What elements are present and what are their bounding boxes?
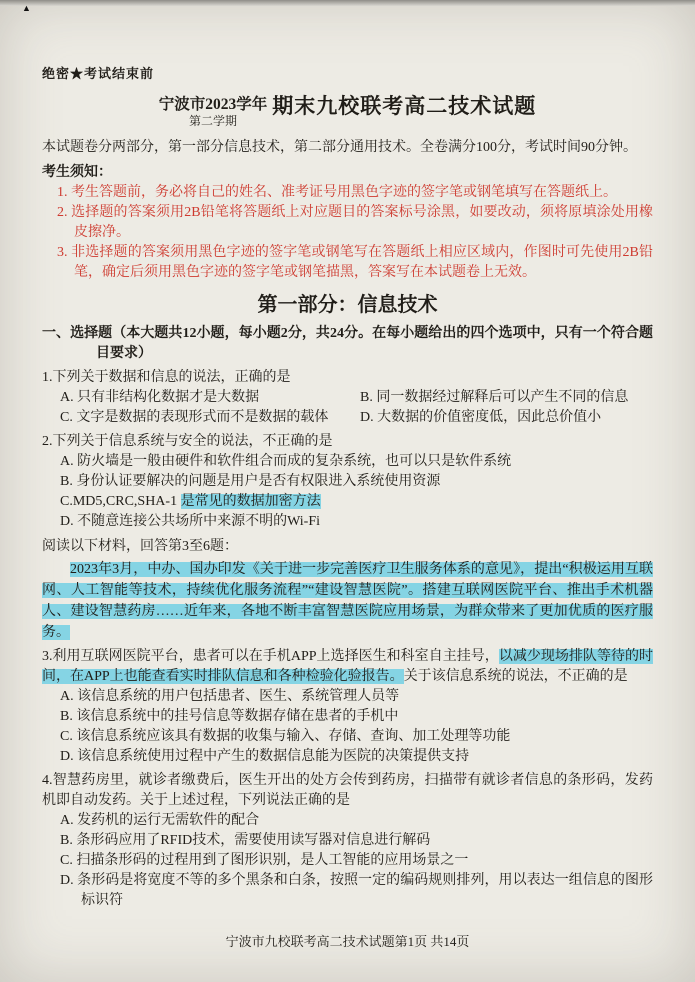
security-label: 绝密★考试结束前 (42, 66, 155, 81)
notice-item-2: 2. 选择题的答案须用2B铅笔将答题纸上对应题目的答案标号涂黑，如要改动，须将原填涂处用橡皮擦净。 (57, 205, 653, 240)
candidate-notice (42, 163, 653, 283)
question-2-option-c (60, 492, 653, 512)
question-3-option-c: C. 该信息系统应该具有数据的收集与输入、存储、查询、加工处理等功能 (60, 729, 511, 744)
question-2-option-a: A. 防火墙是一般由硬件和软件组合而成的复杂系统，也可以只是软件系统 (60, 454, 512, 469)
exam-term (159, 93, 268, 129)
question-1-option-c: C. 文字是数据的表现形式而不是数据的载体 (60, 410, 329, 425)
question-1-option-d: D. 大数据的价值密度低，因此总价值小 (360, 410, 602, 425)
question-1 (42, 368, 653, 428)
scan-edge-shadow (0, 0, 695, 6)
page-footer: 宁波市九校联考高二技术试题第1页 共14页 (225, 934, 470, 949)
question-1-option-a: A. 只有非结构化数据才是大数据 (60, 390, 260, 405)
question-4 (42, 771, 653, 911)
question-2-option-b: B. 身份认证要解决的问题是用户是否有权限进入系统使用资源 (60, 474, 441, 489)
question-3 (42, 647, 653, 767)
exam-title-block (42, 93, 653, 129)
exam-term-semester: 第二学期 (188, 114, 237, 128)
question-2-option-c-highlight: 是常见的数据加密方法 (180, 494, 321, 509)
question-3-stem-part2: 关于该信息系统的说法，不正确的是 (403, 669, 628, 684)
scan-artifact-mark: ▲ (22, 3, 31, 13)
exam-intro: 本试题卷分两部分，第一部分信息技术，第二部分通用技术。全卷满分100分，考试时间90分钟。 (42, 140, 637, 155)
question-2-option-d: D. 不随意连接公共场所中来源不明的Wi-Fi (60, 514, 320, 529)
question-4-stem: 4.智慧药房里，就诊者缴费后，医生开出的处方会传到药房，扫描带有就诊者信息的条形码，发药机即自动发药。关于上述过程，下列说法正确的是 (42, 773, 653, 808)
exam-title-main: 期末九校联考高二技术试题 (272, 94, 537, 118)
question-1-option-b: B. 同一数据经过解释后可以产生不同的信息 (360, 390, 629, 405)
notice-item-1: 1. 考生答题前，务必将自己的姓名、准考证号用黑色字迹的签字笔或钢笔填写在答题纸上。 (57, 185, 617, 200)
question-4-option-a: A. 发药机的运行无需软件的配合 (60, 813, 260, 828)
notice-item-3: 3. 非选择题的答案须用黑色字迹的签字笔或钢笔写在答题纸上相应区域内，作图时可先使用2B铅笔，确定后须用黑色字迹的签字笔或钢笔描黑，答案写在本试题卷上无效。 (57, 245, 653, 280)
part1-title: 第一部分：信息技术 (257, 294, 438, 316)
question-2 (42, 432, 653, 532)
section1-intro: 一、选择题（本大题共12小题，每小题2分，共24分。在每小题给出的四个选项中，只有一个符合题目要求） (42, 326, 653, 361)
question-1-stem: 1.下列关于数据和信息的说法，正确的是 (42, 370, 291, 385)
question-3-option-b: B. 该信息系统中的挂号信息等数据存储在患者的手机中 (60, 709, 399, 724)
question-4-option-b: B. 条形码应用了RFID技术，需要使用读写器对信息进行解码 (60, 833, 431, 848)
question-4-option-c: C. 扫描条形码的过程用到了图形识别，是人工智能的应用场景之一 (60, 853, 469, 868)
question-2-stem: 2.下列关于信息系统与安全的说法，不正确的是 (42, 434, 333, 449)
question-1-options (60, 388, 653, 428)
question-3-stem-highlight: 以减少现场排队等待的时间，在APP上也能查看实时排队信息和各种检验化验报告。 (42, 649, 654, 684)
question-4-option-d: D. 条形码是将宽度不等的多个黑条和白条，按照一定的编码规则排列，用以表达一组信息的图形标识符 (60, 873, 653, 908)
question-3-stem-part1: 3.利用互联网医院平台，患者可以在手机APP上选择医生和科室自主挂号， (42, 649, 499, 664)
material-highlighted-text: 2023年3月，中办、国办印发《关于进一步完善医疗卫生服务体系的意见》，提出“积极运用互联网、人工智能等技术，持续优化服务流程”“建设智慧医院”。搭建互联网医院平台、推出手术机器人、建设智慧药房……近年来，各地不断丰富智慧医院应用场景，为群众带来了更加优质的医疗服务。 (42, 562, 653, 640)
question-3-option-a: A. 该信息系统的用户包括患者、医生、系统管理人员等 (60, 689, 400, 704)
notice-heading: 考生须知： (42, 165, 112, 180)
material-prompt: 阅读以下材料，回答第3至6题： (42, 539, 238, 554)
question-3-option-d: D. 该信息系统使用过程中产生的数据信息能为医院的决策提供支持 (60, 749, 470, 764)
material-paragraph (42, 559, 653, 643)
question-3-stem (42, 647, 653, 687)
question-2-option-c-prefix: C.MD5,CRC,SHA-1 (60, 494, 181, 509)
exam-term-year: 宁波市2023学年 (158, 96, 268, 113)
